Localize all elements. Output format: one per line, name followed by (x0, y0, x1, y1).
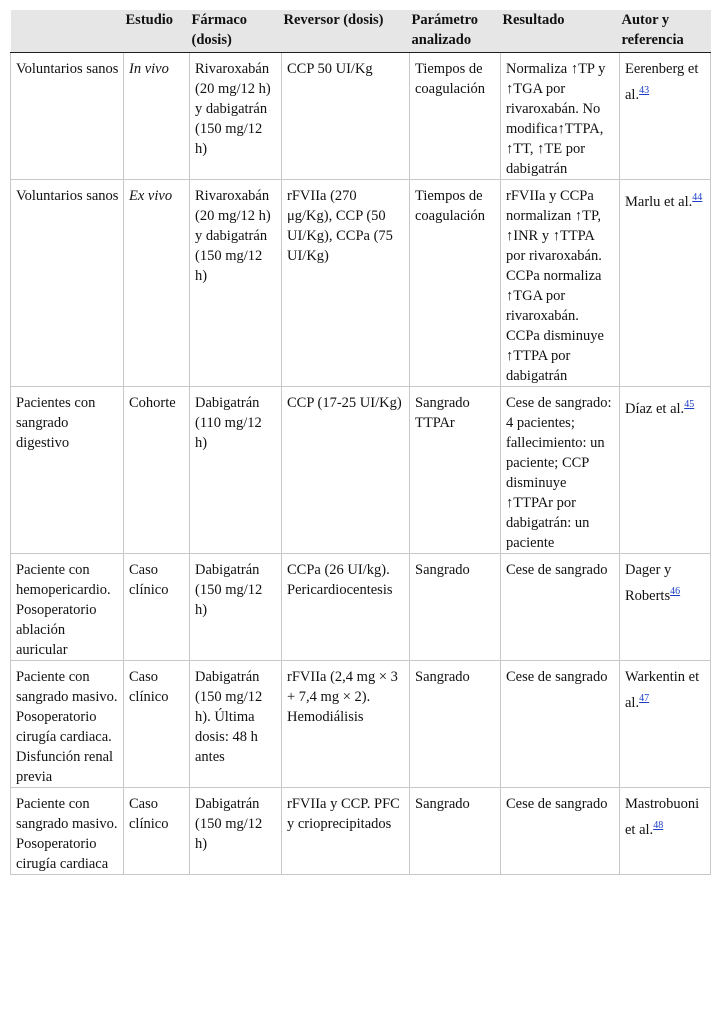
author-name: Eerenberg et al. (625, 61, 699, 103)
cell-parameter: Sangrado (410, 554, 501, 661)
cell-author (620, 53, 711, 180)
cell-reversor: rFVIIa y CCP. PFC y crioprecipitados (282, 788, 410, 875)
cell-result: Cese de sangrado (501, 788, 620, 875)
cell-author (620, 788, 711, 875)
author-name: Mastrobuoni et al. (625, 796, 700, 838)
author-name: Díaz et al. (625, 400, 685, 417)
cell-population: Voluntarios sanos (11, 180, 124, 387)
table-row (11, 554, 711, 661)
header-study: Estudio (124, 10, 190, 53)
cell-parameter: Sangrado (410, 788, 501, 875)
cell-reversor: rFVIIa (2,4 mg × 3 + 7,4 mg × 2). Hemodiálisis (282, 661, 410, 788)
table-row (11, 661, 711, 788)
reference-link[interactable]: 43 (639, 85, 650, 96)
header-author: Autor y referencia (620, 10, 711, 53)
table-header-row (11, 10, 711, 53)
author-name: Marlu et al. (625, 193, 693, 210)
reference-link[interactable]: 48 (653, 820, 664, 831)
cell-study: Caso clínico (124, 554, 190, 661)
cell-parameter: Sangrado TTPAr (410, 387, 501, 554)
cell-population: Paciente con sangrado masivo. Posoperatorio cirugía cardiaca. Disfunción renal previa (11, 661, 124, 788)
cell-reversor: CCP 50 UI/Kg (282, 53, 410, 180)
cell-parameter: Tiempos de coagulación (410, 53, 501, 180)
cell-parameter: Sangrado (410, 661, 501, 788)
cell-population: Pacientes con sangrado digestivo (11, 387, 124, 554)
cell-drug: Dabigatrán (150 mg/12 h). Última dosis: 48 h antes (190, 661, 282, 788)
cell-author (620, 180, 711, 387)
cell-author (620, 661, 711, 788)
cell-study: Cohorte (124, 387, 190, 554)
header-result: Resultado (501, 10, 620, 53)
reference-link[interactable]: 44 (692, 192, 703, 203)
cell-drug: Dabigatrán (150 mg/12 h) (190, 554, 282, 661)
cell-result: Cese de sangrado (501, 661, 620, 788)
table-row (11, 53, 711, 180)
table-row (11, 788, 711, 875)
header-population (11, 10, 124, 53)
reversal-studies-table (10, 10, 711, 875)
cell-reversor: CCP (17-25 UI/Kg) (282, 387, 410, 554)
cell-population: Paciente con hemopericardio. Posoperatorio ablación auricular (11, 554, 124, 661)
cell-drug: Dabigatrán (150 mg/12 h) (190, 788, 282, 875)
cell-drug: Rivaroxabán (20 mg/12 h) y dabigatrán (150 mg/12 h) (190, 180, 282, 387)
cell-reversor: rFVIIa (270 μg/Kg), CCP (50 UI/Kg), CCPa (75 UI/Kg) (282, 180, 410, 387)
cell-study: Caso clínico (124, 661, 190, 788)
table-row (11, 387, 711, 554)
cell-parameter: Tiempos de coagulación (410, 180, 501, 387)
header-parameter: Parámetro analizado (410, 10, 501, 53)
reference-link[interactable]: 45 (684, 399, 695, 410)
cell-drug: Rivaroxabán (20 mg/12 h) y dabigatrán (150 mg/12 h) (190, 53, 282, 180)
cell-study: In vivo (124, 53, 190, 180)
author-name: Warkentin et al. (625, 669, 700, 711)
cell-result: Cese de sangrado (501, 554, 620, 661)
cell-study: Ex vivo (124, 180, 190, 387)
header-reversor: Reversor (dosis) (282, 10, 410, 53)
cell-study: Caso clínico (124, 788, 190, 875)
author-name: Dager y Roberts (625, 562, 672, 604)
cell-result: rFVIIa y CCPa normalizan ↑TP, ↑INR y ↑TTPA por rivaroxabán. CCPa normaliza ↑TGA por rivaroxabán. CCPa disminuye ↑TTPA por dabigatrán (501, 180, 620, 387)
cell-result: Cese de sangrado: 4 pacientes; fallecimiento: un paciente; CCP disminuye ↑TTPAr por dabigatrán: un paciente (501, 387, 620, 554)
cell-population: Paciente con sangrado masivo. Posoperatorio cirugía cardiaca (11, 788, 124, 875)
reference-link[interactable]: 47 (639, 693, 650, 704)
cell-author (620, 554, 711, 661)
table-row (11, 180, 711, 387)
cell-population: Voluntarios sanos (11, 53, 124, 180)
cell-reversor: CCPa (26 UI/kg). Pericardiocentesis (282, 554, 410, 661)
cell-result: Normaliza ↑TP y ↑TGA por rivaroxabán. No modifica↑TTPA, ↑TT, ↑TE por dabigatrán (501, 53, 620, 180)
header-drug: Fármaco (dosis) (190, 10, 282, 53)
reference-link[interactable]: 46 (670, 586, 681, 597)
cell-drug: Dabigatrán (110 mg/12 h) (190, 387, 282, 554)
cell-author (620, 387, 711, 554)
